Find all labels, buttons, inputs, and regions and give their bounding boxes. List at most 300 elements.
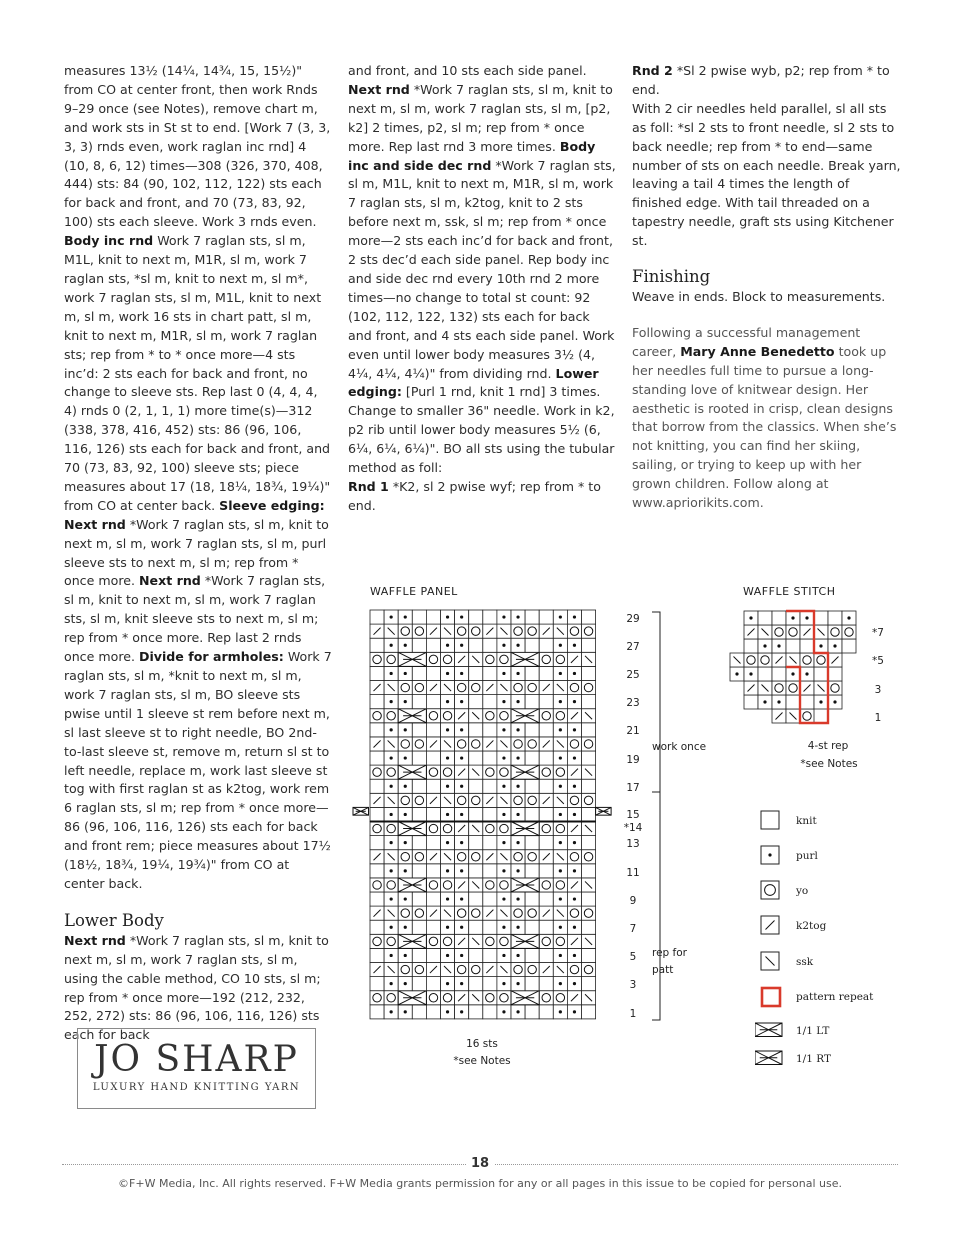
chart-cell [370,666,384,680]
chart-cell [469,610,483,624]
bold-term: Body inc and side dec rnd [348,138,596,173]
purl-stitch [735,672,738,675]
purl-stitch [559,926,562,929]
chart-cell [539,751,553,765]
purl-stitch [763,700,766,703]
purl-stitch [502,756,505,759]
purl-stitch [573,785,576,788]
purl-stitch [460,897,463,900]
text-run: *Work 7 raglan sts, sl m, knit to next m, sl m, work 7 raglan sts, sl m, knit sleeve sts to next m, sl m; rep from * once more. Rep last 2 rnds once more. [64,573,326,665]
chart-cell [582,920,596,934]
purl-stitch [390,954,393,957]
chart-cell [567,850,581,864]
chart-cell [412,793,426,807]
text-run: *Work 7 raglan sts, sl m, M1L, knit to next m, M1R, sl m, work 7 raglan sts, sl m, k2tog, knit to 2 sts before next m, ssk, sl m; rep from * once more—2 sts each inc’d for back and front, 2 sts dec’d each side panel. Rep body inc and side dec rnd every 10th rnd 2 more times—no change to total st count: 92 (102, 112, 122, 132) sts each for back and front, and 4 sts each side panel. Work even until lower body measures 3½ (4, 4¼, 4¼, 4¼)" from dividing rnd. [348,157,616,381]
k2tog-symbol [755,915,795,937]
purl-stitch [404,700,407,703]
chart-cell [441,709,455,723]
purl-stitch [460,813,463,816]
purl-stitch [502,926,505,929]
row-number: 1 [629,1008,637,1020]
purl-stitch [573,897,576,900]
waffle-panel-chart [350,600,620,1030]
chart-cell [469,638,483,652]
stitch-cell [744,639,758,653]
purl-stitch [502,644,505,647]
purl-stitch [559,728,562,731]
purl-stitch [768,853,771,856]
stitch-cell [842,625,856,639]
row-number: 5 [629,951,637,963]
chart-cell [539,1005,553,1019]
chart-cell [553,652,567,666]
purl-stitch [516,841,519,844]
chart-cell [455,737,469,751]
purl-stitch [573,672,576,675]
chart-cell [582,906,596,920]
chart-cell [426,765,440,779]
lt-cable-symbol [755,1020,795,1042]
rt-cable [511,709,539,723]
chart-cell [582,610,596,624]
chart-cell [539,977,553,991]
purl-stitch [516,1010,519,1013]
purl-stitch [559,982,562,985]
chart-cell [497,709,511,723]
purl-stitch [502,1010,505,1013]
legend-label: 1/1 LT [796,1025,830,1037]
stitch-cell [786,681,800,695]
purl-stitch [847,616,850,619]
row-number: *14 [623,822,643,834]
purl-stitch [460,926,463,929]
waffle-stitch-title: WAFFLE STITCH [743,585,836,598]
purl-stitch [390,756,393,759]
designer-bio [632,324,902,513]
purl-stitch [404,644,407,647]
chart-cell [370,878,384,892]
chart-cell [525,892,539,906]
chart-cell [539,822,553,836]
row-number: 23 [626,697,640,709]
text-run: measures 13½ (14¼, 14¾, 15, 15½)" from CO at center front, then work Rnds 9–29 once (see Notes), remove chart m, and work sts in St st to end. [Work 7 (3, 3, 3, 3) rnds even, work raglan inc rnd] 4 (10, 8, 6, 12) times—308 (326, 370, 408, 444) sts: 84 (90, 102, 112, 122) sts each for back and front, and 70 (73, 83, 92, 100) sts each sleeve. Work 3 rnds even. [64,63,331,230]
chart-cell [525,723,539,737]
purl-stitch [404,982,407,985]
chart-cell [483,779,497,793]
chart-cell [469,793,483,807]
purl-stitch [573,869,576,872]
row-number: 17 [626,782,640,794]
chart-cell [455,681,469,695]
paragraph [64,62,332,894]
chart-cell [525,666,539,680]
chart-cell [370,723,384,737]
stitch-cell [800,709,814,723]
chart-cell [525,779,539,793]
rt-cable [511,822,539,836]
purl-stitch [446,841,449,844]
chart-cell [511,624,525,638]
row-number: 3 [874,684,882,696]
chart-cell [539,948,553,962]
chart-cell [370,892,384,906]
chart-cell [426,878,440,892]
purl-stitch [502,615,505,618]
purl-stitch [502,785,505,788]
purl-stitch [749,616,752,619]
chart-cell [582,751,596,765]
chart-cell [370,836,384,850]
chart-cell [539,709,553,723]
chart-cell [398,963,412,977]
chart-cell [426,892,440,906]
bold-term: Lower edging: [348,365,599,400]
purl-stitch [390,841,393,844]
chart-cell [469,963,483,977]
purl-stitch [516,813,519,816]
lt-cable [353,807,369,815]
purl-stitch [573,756,576,759]
text-run: *Work 7 raglan sts, sl m, knit to next m, sl m, work 7 raglan sts, sl m, purl sleeve sts to next m, sl m; rep from * once more. [64,516,329,589]
chart-cell [412,695,426,709]
chart-cell [483,807,497,821]
purl-stitch [404,756,407,759]
purl-stitch [446,813,449,816]
chart-cell [426,779,440,793]
chart-cell [553,822,567,836]
row-number: 15 [626,809,640,821]
chart-cell [441,991,455,1005]
chart-cell [525,977,539,991]
chart-cell [553,934,567,948]
bold-term: Next rnd [64,932,126,948]
chart-cell [553,709,567,723]
paragraph [632,62,902,100]
bold-term: Divide for armholes: [139,649,284,665]
chart-cell [384,991,398,1005]
chart-cell [567,906,581,920]
text-column-2 [348,62,616,516]
purl-stitch [559,869,562,872]
chart-cell [455,906,469,920]
chart-cell [412,779,426,793]
purl-stitch [404,615,407,618]
purl-stitch [460,1010,463,1013]
chart-cell [525,864,539,878]
lt-cable [755,1023,782,1037]
legend-label: purl [796,850,818,862]
section-heading-lower-body: Lower Body [64,910,164,930]
chart-cell [582,948,596,962]
chart-cell [455,963,469,977]
pattern-repeat-symbol [755,986,795,1008]
legend-label: 1/1 RT [796,1053,831,1065]
purl-stitch [502,813,505,816]
chart-cell [370,709,384,723]
stitch-cell [786,695,800,709]
chart-cell [539,991,553,1005]
chart-cell [539,666,553,680]
purl-stitch [390,869,393,872]
stitch-cell [758,611,772,625]
chart-cell [483,723,497,737]
lt-cable [398,765,426,779]
chart-cell [525,624,539,638]
row-number: 19 [626,754,640,766]
purl-stitch [390,672,393,675]
legend-label: ssk [796,956,814,968]
chart-cell [412,963,426,977]
chart-cell [582,977,596,991]
chart-cell [426,751,440,765]
chart-cell [441,822,455,836]
panel-note: *see Notes [453,1055,511,1067]
text-run: *Work 7 raglan sts, sl m, knit to next m, sl m, work 7 raglan sts, sl m, [p2, k2] 2 times, p2, sl m; rep from * once more. Rep last rnd 3 more times. [348,81,613,154]
lt-cable [398,991,426,1005]
bold-term: Next rnd [348,81,410,97]
chart-cell [525,638,539,652]
purl-stitch [446,869,449,872]
text-column-3 [632,62,902,513]
chart-cell [582,1005,596,1019]
chart-cell [398,850,412,864]
chart-cell [469,666,483,680]
chart-cell [370,948,384,962]
logo-tagline: LUXURY HAND KNITTING YARN [92,1082,301,1093]
bold-term: Rnd 2 [632,63,673,78]
chart-cell [525,695,539,709]
purl-stitch [404,926,407,929]
lt-cable [398,878,426,892]
text-run: *Sl 2 pwise wyb, p2; rep from * to end. [632,63,890,97]
chart-cell [398,681,412,695]
lt-cable [398,934,426,948]
chart-cell [426,920,440,934]
chart-cell [370,751,384,765]
stitch-cell [786,625,800,639]
purl-stitch [791,616,794,619]
rt-cable [511,934,539,948]
purl-stitch [559,672,562,675]
purl-stitch [390,813,393,816]
purl-stitch [559,615,562,618]
purl-symbol [755,845,795,867]
chart-cell [426,977,440,991]
rt-cable [511,878,539,892]
chart-cell [412,892,426,906]
chart-cell [370,695,384,709]
chart-cell [567,963,581,977]
purl-stitch [819,644,822,647]
purl-stitch [446,644,449,647]
purl-stitch [460,982,463,985]
text-run: Work 7 raglan sts, sl m, *knit to next m, sl m, work 7 raglan sts, sl m, BO sleeve sts pwise until 1 sleeve st rem before next m, sl last sleeve st to right needle, BO 2nd-to-last sleeve st, remove m, return sl st to left needle, replace m, work last sleeve st tog with first raglan st as k2tog, work rem 6 raglan sts, sl m; rep from * once more—86 (96, 106, 116, 126) sts each for back and front rem; piece measures about 17½ (18½, 18¾, 19¼, 19¾)" from CO at center back. [64,649,332,891]
purl-stitch [502,897,505,900]
purl-stitch [516,728,519,731]
row-number: 1 [874,712,882,724]
purl-stitch [502,672,505,675]
page-number: 18 [466,1156,494,1171]
chart-cell [582,737,596,751]
row-number: 3 [629,979,637,991]
chart-cell [426,638,440,652]
chart-cell [370,991,384,1005]
chart-cell [412,666,426,680]
purl-stitch [390,728,393,731]
chart-cell [370,977,384,991]
chart-cell [412,864,426,878]
chart-cell [426,948,440,962]
purl-stitch [559,756,562,759]
chart-cell [412,638,426,652]
chart-cell [483,822,497,836]
text-run: and front, and 10 sts each side panel. [348,63,587,78]
chart-cell [483,666,497,680]
chart-cell [553,878,567,892]
chart-cell [398,793,412,807]
chart-cell [511,681,525,695]
chart-cell [525,610,539,624]
purl-stitch [404,954,407,957]
chart-cell [525,948,539,962]
text-run: Following a successful management career, [632,324,861,359]
chart-cell [412,906,426,920]
chart-cell [398,624,412,638]
purl-stitch [559,813,562,816]
chart-cell [483,920,497,934]
chart-cell [426,1005,440,1019]
stitch-cell [800,639,814,653]
purl-stitch [446,982,449,985]
purl-stitch [833,700,836,703]
chart-cell [412,723,426,737]
chart-cell [511,850,525,864]
purl-stitch [516,785,519,788]
purl-stitch [404,841,407,844]
purl-stitch [573,841,576,844]
lt-cable [398,709,426,723]
row-number: 13 [626,838,640,850]
text-run: *K2, sl 2 pwise wyf; rep from * to end. [348,478,601,513]
rt-cable [596,807,612,815]
chart-cell [525,906,539,920]
chart-cell [441,652,455,666]
row-number: 7 [629,923,637,935]
chart-cell [497,822,511,836]
paragraph [632,288,902,307]
lt-cable [398,652,426,666]
chart-cell [483,991,497,1005]
chart-cell [384,878,398,892]
chart-cell [525,737,539,751]
chart-cell [567,624,581,638]
text-run: With 2 cir needles held parallel, sl all sts as foll: *sl 2 sts to front needle, sl 2 sts to back needle; rep from * to end—same number of sts on each needle. Break yarn, leaving a tail 4 times the length of finished edge. With tail threaded on a tapestry needle, graft sts using Kitchener st. [632,100,901,249]
chart-cell [469,807,483,821]
chart-cell [412,836,426,850]
purl-stitch [404,869,407,872]
chart-cell [469,723,483,737]
chart-cell [497,991,511,1005]
purl-stitch [516,700,519,703]
purl-stitch [516,926,519,929]
purl-stitch [460,756,463,759]
chart-cell [426,709,440,723]
chart-cell [370,934,384,948]
chart-cell [525,1005,539,1019]
purl-stitch [516,644,519,647]
stitch-cell [814,611,828,625]
chart-cell [469,1005,483,1019]
purl-stitch [502,841,505,844]
purl-stitch [390,1010,393,1013]
chart-cell [483,652,497,666]
purl-stitch [573,926,576,929]
chart-cell [469,864,483,878]
chart-cell [483,948,497,962]
rt-cable [755,1051,782,1065]
chart-cell [525,751,539,765]
chart-cell [384,709,398,723]
chart-cell [582,779,596,793]
purl-stitch [404,1010,407,1013]
chart-cell [469,681,483,695]
stitch-cell [786,639,800,653]
purl-stitch [833,644,836,647]
chart-cell [483,836,497,850]
row-number: *5 [872,655,884,667]
stitch-note: *see Notes [800,758,858,770]
chart-cell [483,878,497,892]
stitch-cell [744,695,758,709]
chart-cell [412,807,426,821]
ssk-symbol [755,951,795,973]
chart-cell [553,991,567,1005]
row-number: 25 [626,669,640,681]
chart-cell [525,850,539,864]
purl-stitch [516,897,519,900]
purl-stitch [516,672,519,675]
stitch-cell [842,639,856,653]
chart-cell [370,638,384,652]
paragraph [348,62,616,478]
chart-cell [441,934,455,948]
chart-cell [426,723,440,737]
work-once-label: work once [652,741,707,753]
legend-label: yo [796,885,809,897]
chart-cell [370,610,384,624]
waffle-panel-title: WAFFLE PANEL [370,585,458,598]
purl-stitch [390,926,393,929]
chart-cell [469,892,483,906]
chart-cell [384,934,398,948]
chart-cell [469,624,483,638]
purl-stitch [460,700,463,703]
purl-stitch [390,615,393,618]
chart-cell [441,878,455,892]
chart-cell [426,934,440,948]
chart-cell [539,934,553,948]
stitch-cell [828,667,842,681]
chart-cell [455,793,469,807]
chart-cell [582,723,596,737]
text-column-1 [64,62,332,1045]
chart-cell [412,948,426,962]
purl-stitch [559,700,562,703]
purl-stitch [502,869,505,872]
chart-cell [582,624,596,638]
purl-stitch [404,897,407,900]
chart-cell [455,624,469,638]
